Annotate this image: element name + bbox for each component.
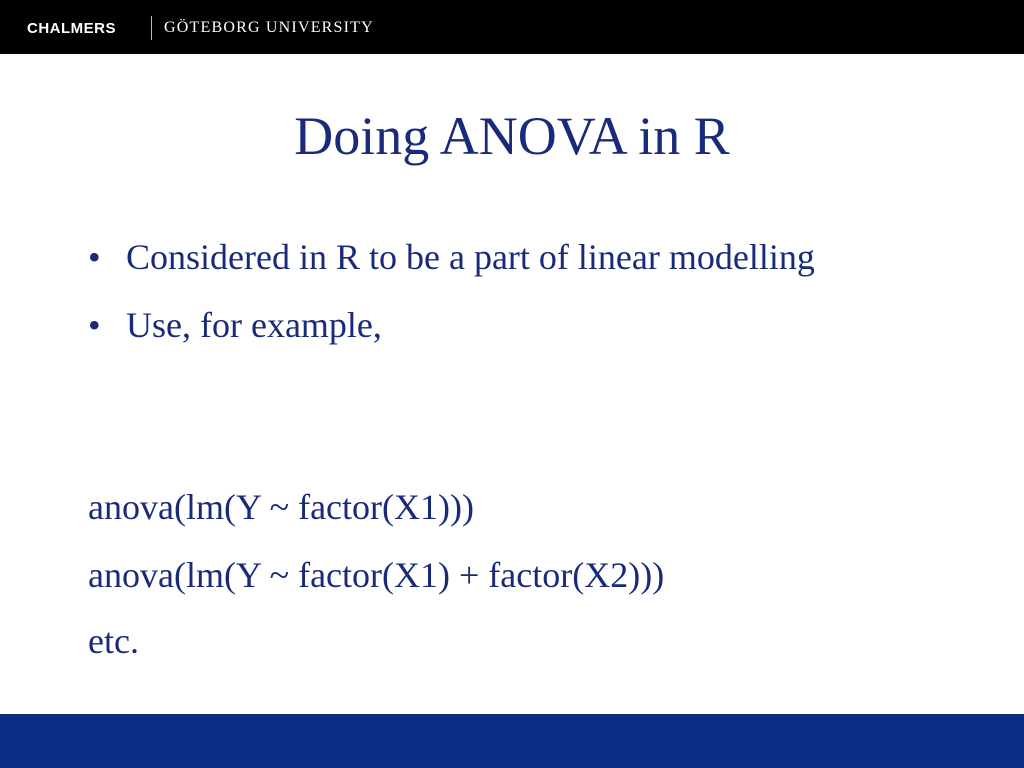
bullet-text: Use, for example,	[126, 305, 382, 345]
header-bar	[0, 0, 1024, 54]
slide-title: Doing ANOVA in R	[294, 106, 730, 166]
logo-divider	[151, 16, 152, 40]
footer-bar	[0, 714, 1024, 768]
chalmers-logo: CHALMERS	[27, 20, 116, 37]
code-line: anova(lm(Y ~ factor(X1)))	[88, 487, 474, 527]
bullet-item	[88, 298, 968, 352]
bullet-text: Considered in R to be a part of linear modelling	[126, 237, 815, 277]
bullet-item	[88, 230, 968, 284]
code-line: anova(lm(Y ~ factor(X1) + factor(X2)))	[88, 555, 665, 595]
code-line: etc.	[88, 621, 139, 661]
bullet-dot-icon: •	[88, 237, 101, 277]
bullet-list	[88, 230, 968, 366]
goteborg-university-logo: GÖTEBORG UNIVERSITY	[164, 19, 374, 36]
bullet-dot-icon: •	[88, 305, 101, 345]
